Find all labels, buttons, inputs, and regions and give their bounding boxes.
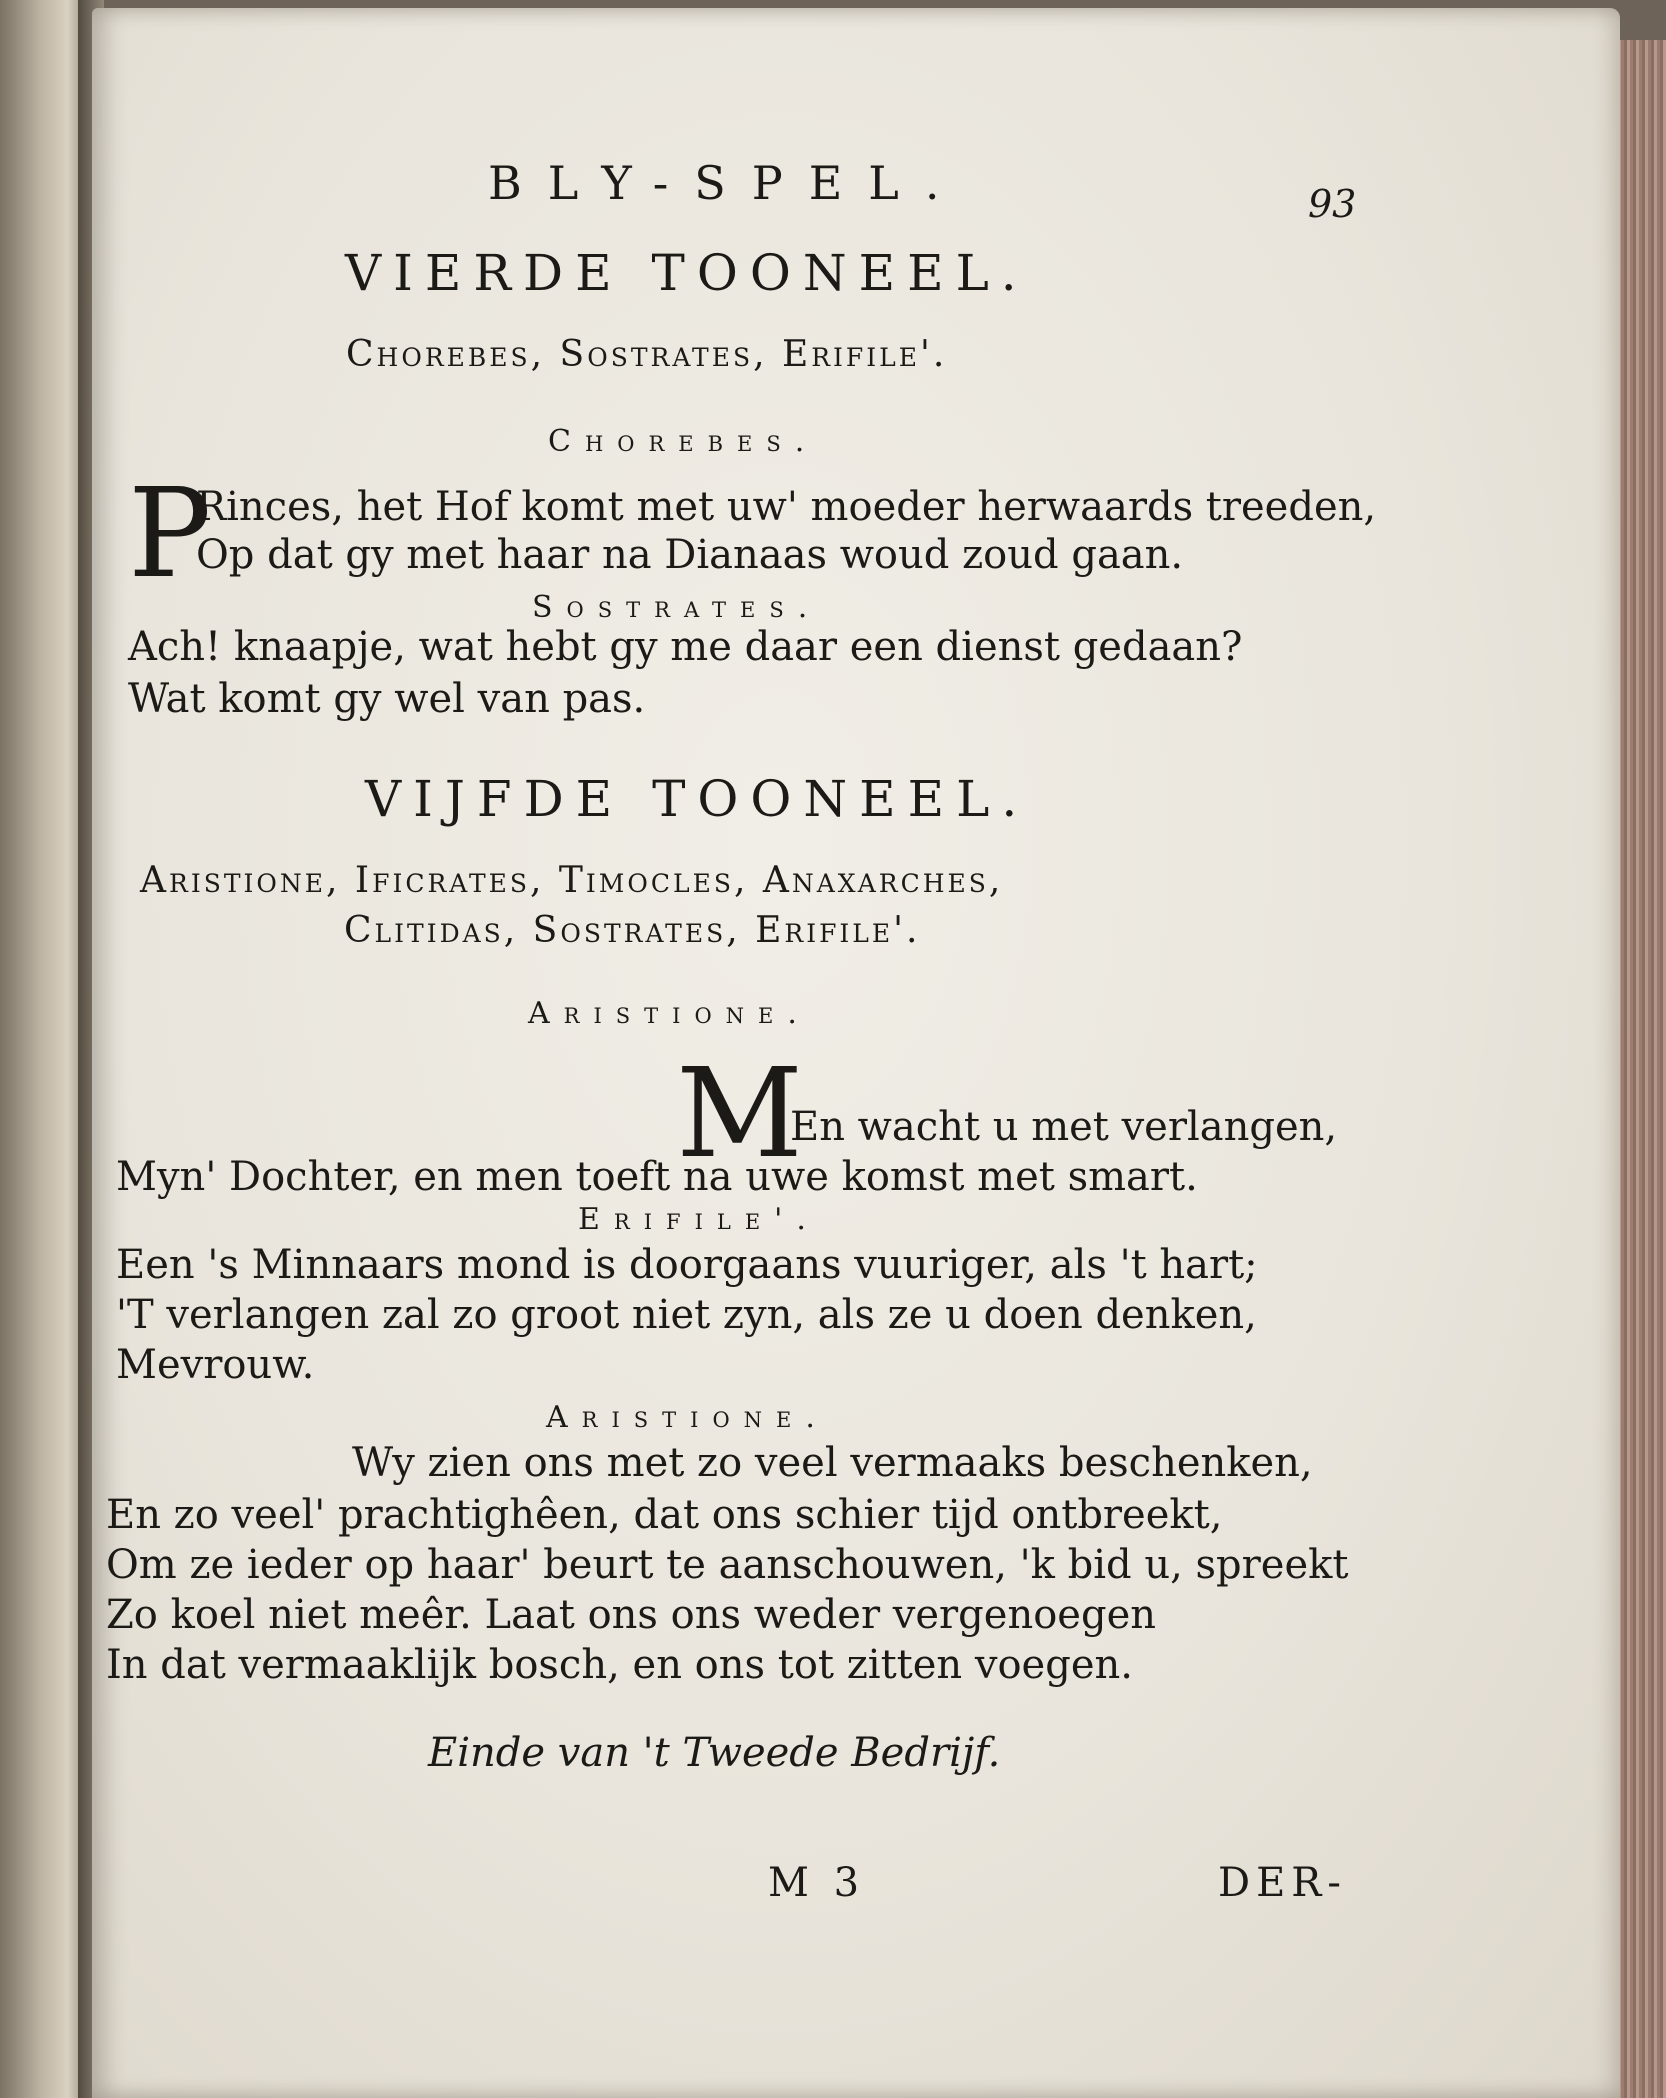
speaker-chorebes: Chorebes.: [548, 424, 819, 459]
verse-line: Wy zien ons met zo veel vermaaks beschenken,: [352, 1440, 1313, 1486]
facing-page-edge: [0, 0, 90, 2098]
verse-line: En zo veel' prachtighêen, dat ons schier tijd ontbreekt,: [106, 1492, 1223, 1538]
scene-four-title: VIERDE TOONEEL.: [345, 244, 1029, 302]
speaker-aristione: Aristione.: [546, 1400, 829, 1435]
catchword: DER-: [1218, 1860, 1347, 1906]
page-number: 93: [1308, 182, 1357, 226]
act-ending: Einde van 't Tweede Bedrijf.: [428, 1730, 1001, 1776]
speaker-sostrates: Sostrates.: [532, 590, 822, 625]
verse-line: Een 's Minnaars mond is doorgaans vuuriger, als 't hart;: [116, 1242, 1258, 1288]
verse-line: Myn' Dochter, en men toeft na uwe komst met smart.: [116, 1154, 1198, 1200]
verse-line: 'T verlangen zal zo groot niet zyn, als ze u doen denken,: [116, 1292, 1257, 1338]
drop-cap-m: M: [676, 1042, 803, 1186]
speaker-aristione: Aristione.: [528, 996, 811, 1031]
verse-line: Om ze ieder op haar' beurt te aanschouwen, 'k bid u, spreekt: [106, 1542, 1349, 1588]
running-head: BLY-SPEL.: [488, 156, 966, 210]
verse-line: Rinces, het Hof komt met uw' moeder herwaards treeden,: [196, 484, 1377, 530]
drop-cap-p: P: [128, 462, 212, 606]
signature-mark: M 3: [768, 1860, 866, 1906]
book-page: [92, 8, 1620, 2098]
scene-five-cast-line: Clitidas, Sostrates, Erifile'.: [344, 910, 921, 951]
verse-line: Ach! knaapje, wat hebt gy me daar een dienst gedaan?: [128, 624, 1243, 670]
verse-line: Zo koel niet meêr. Laat ons ons weder vergenoegen: [106, 1592, 1156, 1638]
scene-four-cast: Chorebes, Sostrates, Erifile'.: [346, 334, 948, 375]
verse-line: Op dat gy met haar na Dianaas woud zoud gaan.: [196, 532, 1184, 578]
verse-line: Mevrouw.: [116, 1342, 315, 1388]
verse-line: En wacht u met verlangen,: [790, 1104, 1338, 1150]
scene-five-cast-line: Aristione, Ificrates, Timocles, Anaxarches,: [140, 860, 1004, 901]
scene-five-title: VIJFDE TOONEEL.: [365, 770, 1030, 828]
speaker-erifile: Erifile'.: [578, 1202, 820, 1237]
verse-line: Wat komt gy wel van pas.: [128, 676, 646, 722]
verse-line: In dat vermaaklijk bosch, en ons tot zitten voegen.: [106, 1642, 1133, 1688]
